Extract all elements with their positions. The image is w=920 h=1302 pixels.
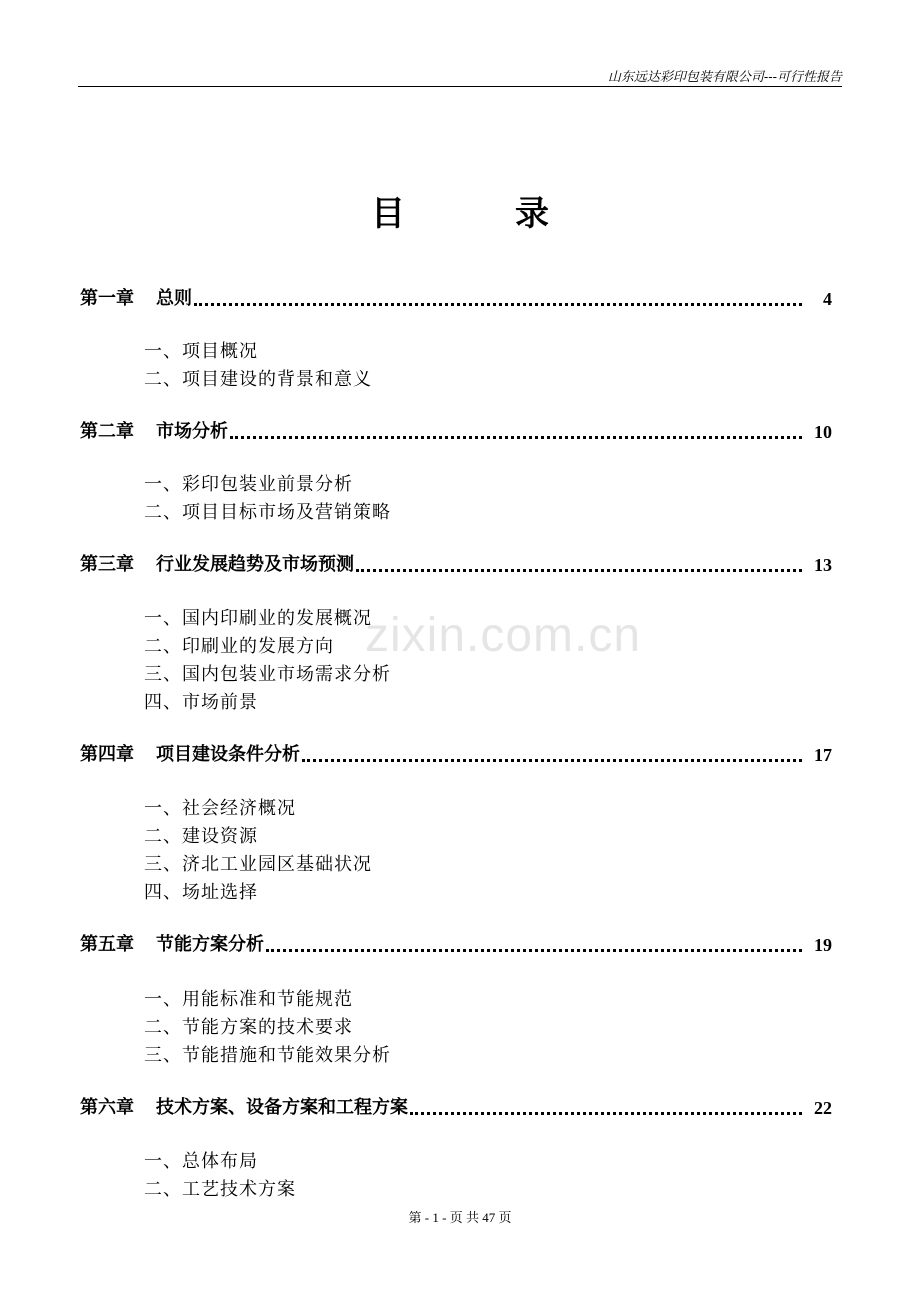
leader-dots (410, 1102, 802, 1115)
toc-section[interactable]: 三、节能措施和节能效果分析 (144, 1045, 391, 1066)
header-text: 山东远达彩印包装有限公司---可行性报告 (607, 70, 842, 85)
chapter-title: 项目建设条件分析 (156, 744, 300, 765)
toc-chapter-3[interactable] (80, 550, 832, 576)
toc-title: 目录 (371, 194, 659, 234)
watermark: zixin.com.cn (365, 609, 642, 662)
leader-dots (230, 426, 802, 439)
chapter-number: 第五章 (80, 934, 134, 955)
toc-chapter-2[interactable] (80, 417, 832, 443)
toc-chapter-4[interactable] (80, 740, 832, 766)
chapter-number: 第六章 (80, 1097, 134, 1118)
chapter-number: 第二章 (80, 421, 134, 442)
toc-section[interactable]: 一、项目概况 (144, 341, 258, 362)
toc-chapter-5[interactable] (80, 930, 832, 956)
toc-section[interactable]: 二、工艺技术方案 (144, 1179, 296, 1200)
toc-section[interactable]: 二、建设资源 (144, 826, 258, 847)
page-header (78, 64, 842, 87)
page-footer: 第 - 1 - 页 共 47 页 (408, 1210, 512, 1225)
chapter-number: 第一章 (80, 288, 134, 309)
leader-dots (356, 559, 802, 572)
toc-section[interactable]: 三、济北工业园区基础状况 (144, 854, 372, 875)
leader-dots (266, 939, 802, 952)
chapter-title: 市场分析 (156, 421, 228, 442)
chapter-page-number: 22 (814, 1098, 832, 1118)
toc-section[interactable]: 一、社会经济概况 (144, 798, 296, 819)
toc-section[interactable]: 二、印刷业的发展方向 (144, 636, 334, 657)
toc-section[interactable]: 一、用能标准和节能规范 (144, 989, 353, 1010)
toc-chapter-6[interactable] (80, 1093, 832, 1119)
toc-section[interactable]: 二、项目建设的背景和意义 (144, 369, 372, 390)
toc-section[interactable]: 一、总体布局 (144, 1151, 258, 1172)
chapter-title: 总则 (156, 288, 192, 309)
chapter-page-number: 19 (814, 935, 832, 955)
toc-section[interactable]: 一、彩印包装业前景分析 (144, 474, 353, 495)
chapter-page-number: 13 (814, 555, 832, 575)
chapter-title: 行业发展趋势及市场预测 (156, 554, 354, 575)
toc-section[interactable]: 二、节能方案的技术要求 (144, 1017, 353, 1038)
chapter-page-number: 10 (814, 422, 832, 442)
chapter-page-number: 17 (814, 745, 832, 765)
toc-section[interactable]: 二、项目目标市场及营销策略 (144, 502, 391, 523)
toc-section[interactable]: 四、市场前景 (144, 692, 258, 713)
chapter-number: 第四章 (80, 744, 134, 765)
toc-section[interactable]: 一、国内印刷业的发展概况 (144, 608, 372, 629)
toc-section[interactable]: 三、国内包装业市场需求分析 (144, 664, 391, 685)
leader-dots (194, 293, 802, 306)
chapter-title: 技术方案、设备方案和工程方案 (156, 1097, 408, 1118)
toc-section[interactable]: 四、场址选择 (144, 882, 258, 903)
toc-chapter-1[interactable] (80, 284, 832, 310)
chapter-page-number: 4 (823, 289, 832, 309)
chapter-number: 第三章 (80, 554, 134, 575)
leader-dots (302, 749, 802, 762)
chapter-title: 节能方案分析 (156, 934, 264, 955)
